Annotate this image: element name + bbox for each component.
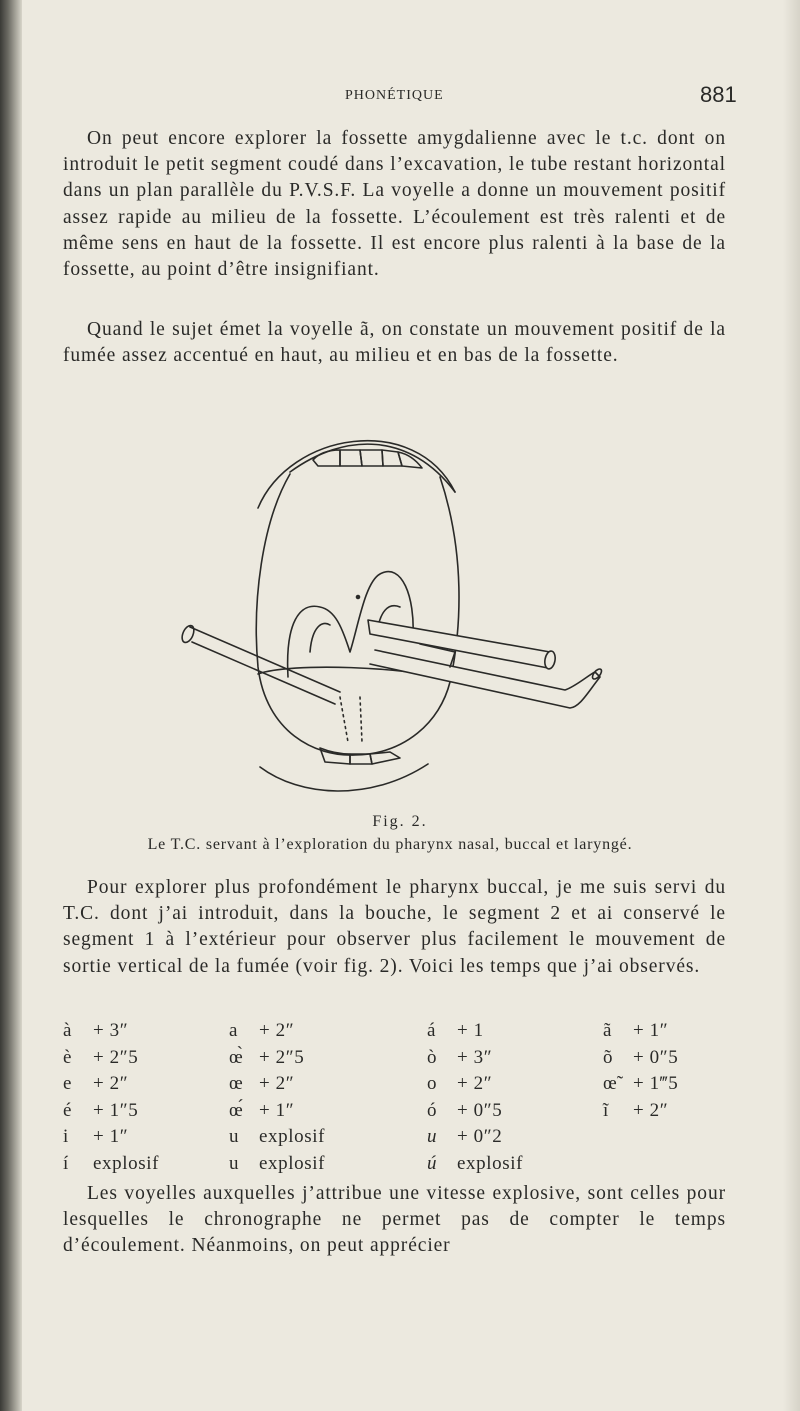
vowel-time: + 3″: [93, 1020, 129, 1041]
vowel-symbol: o: [427, 1073, 438, 1094]
figure-label: Fig. 2.: [372, 813, 428, 830]
tube-left-top: [190, 627, 340, 692]
vowel-symbol: œ̀: [229, 1046, 244, 1068]
lower-tooth-1: [320, 748, 350, 764]
upper-tooth-2: [340, 450, 362, 466]
figure-caption: Le T.C. servant à l’exploration du pharynx nasal, buccal et laryngé.: [147, 836, 633, 853]
vowel-symbol: é: [63, 1099, 73, 1121]
timing-row: [63, 1153, 733, 1180]
vowel-symbol: œ̃: [603, 1073, 618, 1094]
vowel-symbol: í: [63, 1152, 69, 1174]
mouth-diagram: [170, 412, 610, 807]
lower-lip: [260, 764, 428, 791]
vowel-time: + 2″: [93, 1073, 129, 1094]
vowel-time: + 0″2: [457, 1126, 503, 1147]
paragraph-pharynx-buccal: Pour explorer plus profondément le pharynx buccal, je me suis servi du T.C. dont j’ai introduit, dans la bouche, le segment 2 et ai conservé le segment 1 à l’extérieur pour observer plus facilement le mouvement de sortie vertical de la fumée (voir fig. 2). Voici les temps que j’ai observés.: [63, 877, 726, 977]
vowel-time: explosif: [93, 1152, 160, 1174]
vowel-time: + 2″: [457, 1073, 493, 1094]
vowel-symbol: ã: [603, 1020, 613, 1041]
lower-tooth-3: [370, 752, 400, 764]
timing-row: [63, 1047, 733, 1074]
vowel-symbol: u: [229, 1126, 240, 1147]
vowel-time: + 1″: [633, 1020, 669, 1041]
vowel-symbol: ú: [427, 1152, 438, 1174]
vowel-symbol: è: [63, 1046, 73, 1068]
mouth-cavity-outline: [256, 474, 459, 755]
vowel-time: + 1″5: [93, 1099, 139, 1121]
page-number: 881: [700, 82, 737, 107]
vowel-symbol: u: [427, 1126, 438, 1147]
upper-tooth-3: [360, 450, 383, 466]
vowel-time: + 1‴5: [633, 1073, 679, 1094]
vowel-symbol: à: [63, 1020, 73, 1041]
tube-left-bottom: [192, 642, 335, 704]
timing-row: [63, 1073, 733, 1100]
timing-row: [63, 1126, 733, 1153]
vowel-symbol: ĩ: [603, 1099, 609, 1121]
vowel-time: + 2″: [633, 1099, 669, 1121]
paragraph-fossette: On peut encore explorer la fossette amygdalienne avec le t.c. dont on introduit le petit segment coudé dans l’excavation, le tube restant horizontal dans un plan parallèle du P.V.S.F. La voyelle a donne un mouvement positif assez rapide au milieu de la fossette. L’écoulement est très ralenti et de même sens en haut de la fossette. Il est encore plus ralenti à la base de la fossette, au point d’être insignifiant.: [63, 128, 726, 281]
paragraph-explosive: Les voyelles auxquelles j’attribue une vitesse explosive, sont celles pour lesquelles le chronographe ne permet pas de compter le temps d’écoulement. Néanmoins, on peut apprécier: [63, 1183, 726, 1257]
uvula-tip: [357, 596, 360, 599]
vowel-symbol: ó: [427, 1099, 438, 1121]
vowel-symbol: ò: [427, 1046, 438, 1068]
dotted-guide-lines: [340, 697, 362, 742]
vowel-time: + 2″: [259, 1073, 295, 1094]
vowel-time: explosif: [259, 1126, 326, 1147]
vowel-time: + 3″: [457, 1046, 493, 1068]
vowel-symbol: á: [427, 1020, 437, 1041]
vowel-time: explosif: [457, 1152, 524, 1174]
vowel-time: + 0″5: [633, 1046, 679, 1068]
vowel-time: + 2″5: [259, 1046, 305, 1068]
vowel-symbol: õ: [603, 1046, 614, 1068]
timing-row: [63, 1100, 733, 1127]
pillar-left: [310, 623, 330, 652]
book-binding-shadow: [0, 0, 22, 1411]
vowel-symbol: u: [229, 1152, 240, 1174]
tube-left-opening: [180, 624, 196, 645]
vowel-symbol: œ́: [229, 1099, 244, 1121]
vowel-time: + 2″: [259, 1020, 295, 1041]
tube-elbow-segment: [370, 650, 600, 708]
vowel-time: + 0″5: [457, 1099, 503, 1121]
upper-lip-line: [258, 441, 455, 508]
vowel-timing-table: [63, 1020, 733, 1179]
vowel-time: + 2″5: [93, 1046, 139, 1068]
vowel-time: + 1: [457, 1020, 484, 1041]
timing-row: [63, 1020, 733, 1047]
upper-tooth-1: [313, 450, 340, 466]
paragraph-voyelle-a-nasal: Quand le sujet émet la voyelle ã, on constate un mouvement positif de la fumée assez accentué en haut, au milieu et en bas de la fossette.: [63, 319, 726, 367]
vowel-symbol: a: [229, 1020, 239, 1041]
vowel-symbol: œ: [229, 1073, 244, 1094]
vowel-symbol: e: [63, 1073, 73, 1094]
vowel-symbol: i: [63, 1126, 69, 1147]
page-header: [0, 82, 800, 112]
page-edge-shadow: [783, 0, 800, 1411]
vowel-time: + 1″: [93, 1126, 129, 1147]
running-title: PHONÉTIQUE: [345, 88, 444, 103]
vowel-time: explosif: [259, 1152, 326, 1174]
vowel-time: + 1″: [259, 1099, 295, 1121]
